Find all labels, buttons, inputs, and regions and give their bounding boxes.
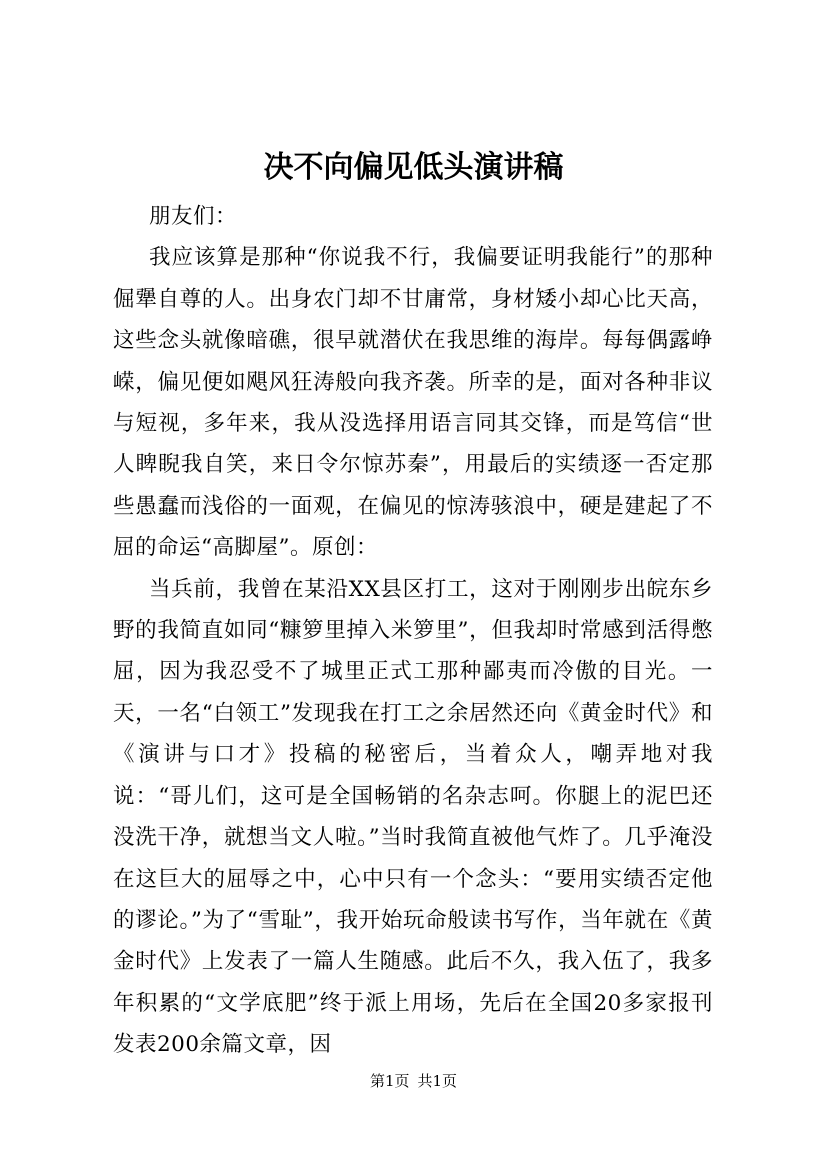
paragraph-1: 我应该算是那种“你说我不行，我偏要证明我能行”的那种倔犟自尊的人。出身农门却不甘庸常，身材矮小却心比天高，这些念头就像暗礁，很早就潜伏在我思维的海岸。每每偶露峥嵘，偏见便如飓风狂涛般向我齐袭。所幸的是，面对各种非议与短视，多年来，我从没选择用语言同其交锋，而是笃信“世人睥睨我自笑，来日令尔惊苏秦”，用最后的实绩逐一否定那些愚蠢而浅俗的一面观，在偏见的惊涛骇浪中，硬是建起了不屈的命运“高脚屋”。原创： — [113, 245, 713, 561]
page-number: 第1页 — [369, 1072, 410, 1090]
paragraph-2: 当兵前，我曾在某沿XX县区打工，这对于刚刚步出皖东乡野的我简直如同“糠箩里掉入米箩里”，但我却时常感到活得憋屈，因为我忍受不了城里正式工那种鄙夷而冷傲的目光。一天，一名“白领工”发现我在打工之余居然还向《黄金时代》和《演讲与口才》投稿的秘密后，当着众人，嘲弄地对我说：“哥儿们，这可是全国畅销的名杂志呵。你腿上的泥巴还没洗干净，就想当文人啦。”当时我简直被他气炸了。几乎淹没在这巨大的屈辱之中，心中只有一个念头：“要用实绩否定他的谬论。”为了“雪耻”，我开始玩命般读书写作，当年就在《黄金时代》上发表了一篇人生随感。此后不久，我入伍了，我多年积累的“文学底肥”终于派上用场，先后在全国20多家报刊发表200余篇文章，因 — [113, 576, 713, 1058]
document-title: 决不向偏见低头演讲稿 — [263, 150, 564, 185]
document-body — [113, 196, 713, 1066]
page-footer — [0, 1071, 827, 1091]
salutation: 朋友们： — [149, 204, 238, 229]
page-total: 共1页 — [417, 1072, 458, 1090]
